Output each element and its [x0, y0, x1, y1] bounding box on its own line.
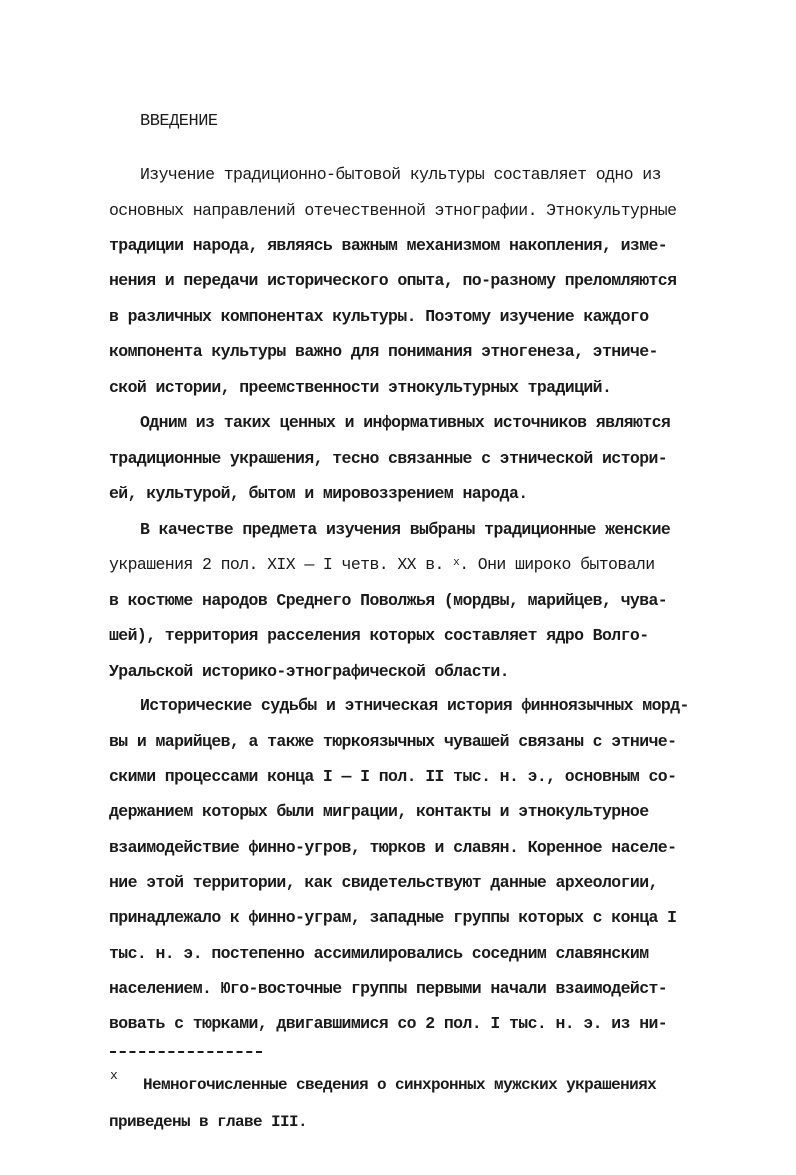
- text-segment: . Они широко бытовали: [459, 555, 655, 574]
- text-line: шей), территория расселения которых составляет ядро Волго-: [109, 626, 649, 645]
- text-line: ской истории, преемственности этнокультурных традиций.: [109, 378, 612, 397]
- text-line: традиционные украшения, тесно связанные с этнической истори-: [109, 449, 668, 468]
- text-line: принадлежало к финно-уграм, западные группы которых с конца I: [109, 908, 677, 927]
- footnote-line: Немногочисленные сведения о синхронных мужских украшениях: [143, 1076, 657, 1094]
- text-line: скими процессами конца I — I пол. II тыс. н. э., основным со-: [109, 767, 677, 786]
- footnote-line: приведены в главе III.: [109, 1113, 308, 1131]
- text-segment: украшения 2 пол. XIX — I четв. XX в.: [109, 555, 444, 574]
- text-line: вы и марийцев, а также тюркоязычных чувашей связаны с этниче-: [109, 732, 677, 751]
- text-line: основных направлений отечественной этнографии. Этнокультурные: [109, 201, 677, 220]
- text-line: В качестве предмета изучения выбраны традиционные женские: [140, 520, 671, 539]
- text-line: Изучение традиционно-бытовой культуры составляет одно из: [140, 165, 661, 184]
- text-line: нения и передачи исторического опыта, по-разному преломляются: [109, 271, 677, 290]
- text-line: ей, культурой, бытом и мировоззрением народа.: [109, 484, 528, 503]
- footnote-mark: x: [110, 1068, 118, 1083]
- section-heading: ВВЕДЕНИЕ: [140, 112, 218, 131]
- text-line-with-footnote: [109, 553, 655, 579]
- text-line: вовать с тюрками, двигавшимися со 2 пол. I тыс. н. э. из ни-: [109, 1014, 668, 1033]
- text-line: в костюме народов Среднего Поволжья (мордвы, марийцев, чува-: [109, 591, 668, 610]
- text-line: тыс. н. э. постепенно ассимилировались соседним славянским: [109, 944, 649, 963]
- text-line: Исторические судьбы и этническая история финноязычных морд-: [140, 696, 689, 715]
- text-line: традиции народа, являясь важным механизмом накопления, изме-: [109, 236, 668, 255]
- footnote-separator: [110, 1051, 262, 1053]
- text-line: взаимодействие финно-угров, тюрков и славян. Коренное населе-: [109, 838, 677, 857]
- text-line: Одним из таких ценных и информативных источников являются: [140, 413, 671, 432]
- text-line: Уральской историко-этнографической области.: [109, 662, 509, 681]
- text-line: населением. Юго-восточные группы первыми начали взаимодейст-: [109, 979, 668, 998]
- text-line: держанием которых были миграции, контакты и этнокультурное: [109, 802, 649, 821]
- text-line: в различных компонентах культуры. Поэтому изучение каждого: [109, 307, 649, 326]
- footnote-reference: x: [453, 557, 460, 569]
- text-line: ние этой территории, как свидетельствуют данные археологии,: [109, 873, 658, 892]
- text-line: компонента культуры важно для понимания этногенеза, этниче-: [109, 342, 658, 361]
